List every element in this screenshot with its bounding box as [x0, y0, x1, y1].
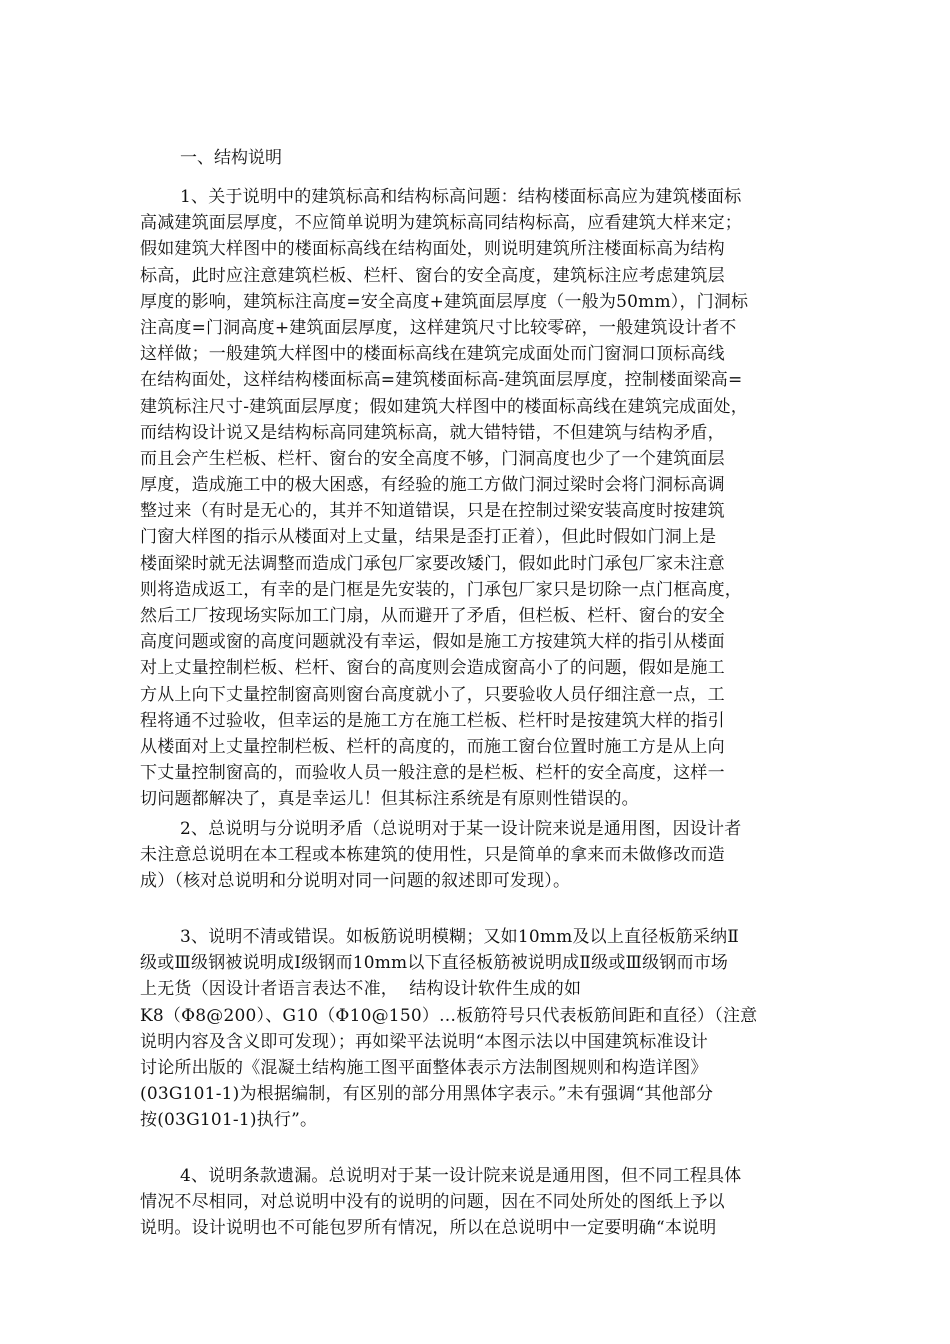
paragraph-line: 2、总说明与分说明矛盾（总说明对于某一设计院来说是通用图，因设计者: [180, 819, 742, 839]
paragraph-line: 建筑标注尺寸-建筑面层厚度；假如建筑大样图中的楼面标高线在建筑完成面处，: [140, 396, 748, 417]
paragraph-line: 注高度=门洞高度+建筑面层厚度，这样建筑尺寸比较零碎，一般建筑设计者不: [140, 317, 737, 338]
paragraph-4: [140, 1163, 820, 1242]
paragraph-line: 厚度，造成施工中的极大困惑，有经验的施工方做门洞过梁时会将门洞标高调: [140, 475, 725, 496]
paragraph-line: 整过来（有时是无心的，其并不知道错误，只是在控制过梁安装高度时按建筑: [140, 501, 725, 522]
paragraph-line: 1、关于说明中的建筑标高和结构标高问题：结构楼面标高应为建筑楼面标: [180, 187, 742, 207]
paragraph-line: 讨论所出版的《混凝土结构施工图平面整体表示方法制图规则和构造详图》: [140, 1057, 708, 1078]
paragraph-line: 而且会产生栏板、栏杆、窗台的安全高度不够，门洞高度也少了一个建筑面层: [140, 448, 725, 469]
paragraph-line: 4、说明条款遗漏。总说明对于某一设计院来说是通用图，但不同工程具体: [180, 1166, 742, 1186]
paragraph-line: 假如建筑大样图中的楼面标高线在结构面处，则说明建筑所注楼面标高为结构: [140, 239, 725, 260]
paragraph-line: 然后工厂按现场实际加工门扇，从而避开了矛盾，但栏板、栏杆、窗台的安全: [140, 606, 725, 626]
paragraph-line: 3、说明不清或错误。如板筋说明模糊；又如10mm及以上直径板筋采纳Ⅱ: [180, 927, 740, 947]
paragraph-line: 在结构面处，这样结构楼面标高=建筑楼面标高-建筑面层厚度，控制楼面梁高=: [140, 370, 743, 391]
paragraph-line: 程将通不过验收，但幸运的是施工方在施工栏板、栏杆时是按建筑大样的指引: [140, 710, 725, 731]
paragraph-2: [140, 816, 820, 895]
paragraph-line: 高度问题或窗的高度问题就没有幸运，假如是施工方按建筑大样的指引从楼面: [140, 632, 725, 653]
paragraph-line: 级或Ⅲ级钢被说明成Ⅰ级钢而10mm以下直径板筋被说明成Ⅱ级或Ⅲ级钢而市场: [140, 953, 729, 974]
paragraph-line: 高减建筑面层厚度，不应简单说明为建筑标高同结构标高，应看建筑大样来定；: [140, 213, 742, 234]
paragraph-line: 厚度的影响，建筑标注高度=安全高度+建筑面层厚度（一般为50mm），门洞标: [140, 291, 749, 312]
paragraph-line: 这样做；一般建筑大样图中的楼面标高线在建筑完成面处而门窗洞口顶标高线: [140, 344, 725, 365]
paragraph-line: 下丈量控制窗高的，而验收人员一般注意的是栏板、栏杆的安全高度，这样一: [140, 763, 725, 784]
paragraph-line: 而结构设计说又是结构标高同建筑标高，就大错特错，不但建筑与结构矛盾，: [140, 422, 725, 443]
paragraph-line: 说明内容及含义即可发现）；再如梁平法说明“本图示法以中国建筑标准设计: [140, 1031, 708, 1052]
paragraph-line: 成）（核对总说明和分说明对同一问题的叙述即可发现）。: [140, 871, 571, 892]
paragraph-line: 切问题都解决了，真是幸运儿！但其标注系统是有原则性错误的。: [140, 789, 639, 810]
paragraph-line: 对上丈量控制栏板、栏杆、窗台的高度则会造成窗高小了的问题，假如是施工: [140, 658, 725, 679]
paragraph-line: 从楼面对上丈量控制栏板、栏杆的高度的，而施工窗台位置时施工方是从上向: [140, 736, 725, 757]
paragraph-line: 标高，此时应注意建筑栏板、栏杆、窗台的安全高度，建筑标注应考虑建筑层: [140, 265, 725, 286]
paragraph-line: 上无货（因设计者语言表达不准， 结构设计软件生成的如: [140, 979, 582, 1000]
paragraph-line: K8（Φ8@200）、G10（Φ10@150）…板筋符号只代表板筋间距和直径）（注意: [140, 1005, 758, 1026]
paragraph-line: 楼面梁时就无法调整而造成门承包厂家要改矮门，假如此时门承包厂家未注意: [140, 553, 725, 574]
paragraph-3: [140, 924, 820, 1134]
paragraph-line: 方从上向下丈量控制窗高则窗台高度就小了，只要验收人员仔细注意一点，工: [140, 684, 725, 705]
paragraph-line: 情况不尽相同，对总说明中没有的说明的问题，因在不同处所处的图纸上予以: [140, 1192, 725, 1213]
paragraph-line: 按(03G101-1)执行”。: [140, 1110, 318, 1131]
section-heading: 一、结构说明: [180, 148, 282, 168]
paragraph-line: 门窗大样图的指示从楼面对上丈量，结果是歪打正着），但此时假如门洞上是: [140, 527, 717, 548]
paragraph-line: 说明。设计说明也不可能包罗所有情况，所以在总说明中一定要明确“本说明: [140, 1218, 717, 1239]
paragraph-1: [140, 184, 820, 813]
paragraph-line: (03G101-1)为根据编制，有区别的部分用黑体字表示。”未有强调“其他部分: [140, 1084, 714, 1105]
paragraph-line: 未注意总说明在本工程或本栋建筑的使用性，只是简单的拿来而未做修改而造: [140, 845, 725, 866]
paragraph-line: 则将造成返工，有幸的是门框是先安装的，门承包厂家只是切除一点门框高度，: [140, 579, 742, 600]
